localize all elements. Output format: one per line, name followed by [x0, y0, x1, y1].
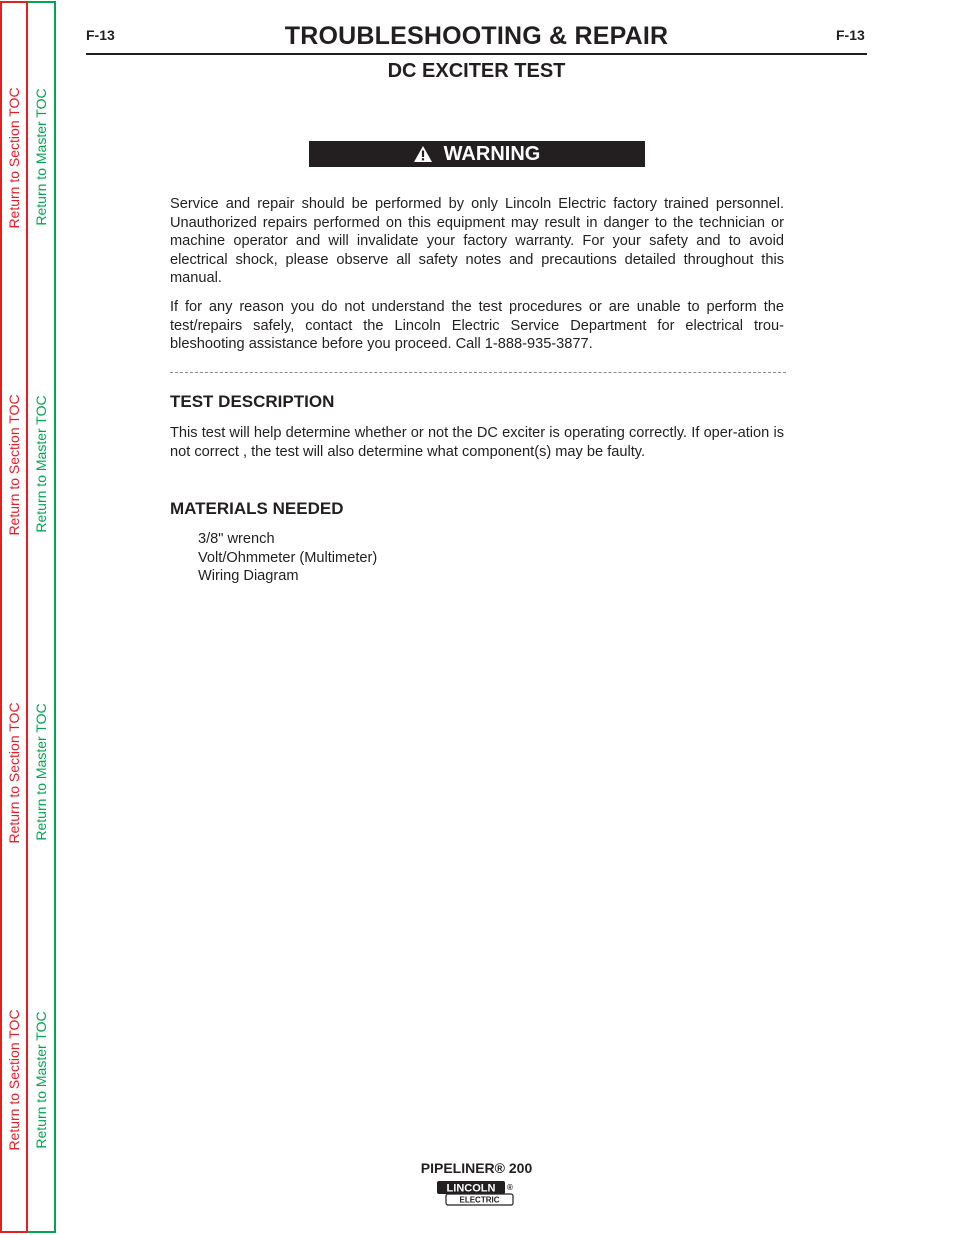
warning-banner [309, 141, 645, 167]
master-toc-link-label: Return to Master TOC [33, 1011, 49, 1149]
page-code-right: F-13 [836, 27, 865, 43]
header-divider [86, 53, 867, 55]
master-toc-link-label: Return to Master TOC [33, 395, 49, 533]
test-description-heading: TEST DESCRIPTION [170, 392, 335, 411]
section-toc-link-label: Return to Section TOC [6, 394, 22, 536]
list-item: Volt/Ohmmeter (Multimeter) [198, 549, 378, 566]
page-title: TROUBLESHOOTING & REPAIR [284, 22, 669, 50]
lincoln-electric-logo [436, 1180, 516, 1208]
section-title: DC EXCITER TEST [387, 60, 566, 82]
warning-label: WARNING [443, 142, 541, 165]
section-toc-link-label: Return to Section TOC [6, 87, 22, 229]
test-description-text: This test will help determine whether or not the DC exciter is operating correctly. If oper-ation is not correct , the test will also determine what component(s) may be faulty. [170, 425, 784, 460]
dashed-divider [170, 372, 786, 373]
master-toc-link-label: Return to Master TOC [33, 88, 49, 226]
materials-list [198, 530, 377, 586]
logo-top-text: LINCOLN [446, 1182, 496, 1195]
list-item: Wiring Diagram [198, 568, 299, 585]
materials-heading: MATERIALS NEEDED [170, 499, 344, 518]
warning-paragraph: Service and repair should be performed by only Lincoln Electric factory trained personnel. Unauthorized repairs performed on this equipment may result in danger to the technician or machine operator and will invalidate your factory warranty. For your safety and to avoid electrical shock, please observe all safety notes and precautions detailed throughout this manual. [170, 196, 784, 287]
page-code-left: F-13 [86, 27, 115, 43]
master-toc-link-label: Return to Master TOC [33, 703, 49, 841]
list-item: 3/8" wrench [198, 531, 275, 547]
section-toc-link-label: Return to Section TOC [6, 702, 22, 844]
warning-triangle-icon [414, 146, 432, 162]
product-name: PIPELINER® 200 [420, 1160, 533, 1176]
master-toc-bar [28, 1, 56, 1233]
logo-bottom-text: ELECTRIC [459, 1195, 500, 1205]
section-toc-link-label: Return to Section TOC [6, 1009, 22, 1151]
logo-registered-mark: ® [507, 1183, 513, 1192]
section-toc-bar [0, 1, 28, 1233]
warning-paragraph: If for any reason you do not understand the test procedures or are unable to perform the test/repairs safely, contact the Lincoln Electric Service Department for electrical trou-bleshooting assistance before you proceed. Call 1-888-935-3877. [170, 299, 784, 353]
